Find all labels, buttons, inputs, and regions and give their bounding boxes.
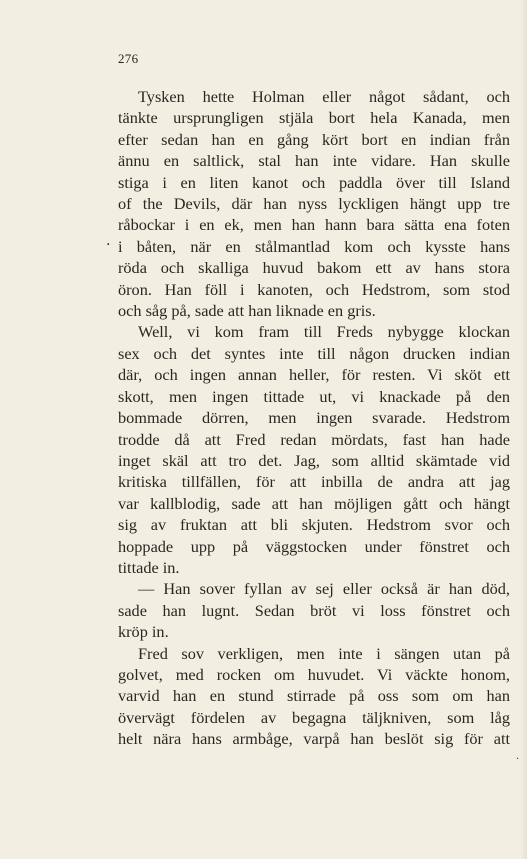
text-line: var kallblodig, sade att han möjligen gått och hängt xyxy=(118,493,510,513)
text-line: i båten, när en stålmantlad kom och kysste hans xyxy=(118,236,510,256)
text-line: där, och ingen annan heller, för resten. Vi sköt ett xyxy=(118,365,510,385)
text-line: röda och skalliga huvud bakom ett av hans stora xyxy=(118,258,510,278)
text-line: och såg på, sade att han liknade en gris. xyxy=(118,301,376,321)
text-line: Tysken hette Holman eller något sådant, och xyxy=(138,87,510,106)
text-line: stiga i en liten kanot och paddla över till Island xyxy=(118,172,510,192)
text-line: skott, men ingen tittade ut, vi knackade på den xyxy=(118,386,510,406)
text-line: inget skäl att tro det. Jag, som alltid skämtade vid xyxy=(118,450,510,470)
trailing-mark: . xyxy=(516,751,520,762)
page-edge xyxy=(521,0,527,859)
text-line: Fred sov verkligen, men inte i sängen utan på xyxy=(138,643,510,663)
text-line: öron. Han föll i kanoten, och Hedstrom, som stod xyxy=(118,279,510,299)
text-line: bommade dörren, men ingen svarade. Hedstrom xyxy=(118,408,510,428)
text-line: tänkte ursprungligen stjäla bort hela Kanada, men xyxy=(118,108,510,128)
text-line: sade han lugnt. Sedan bröt vi loss fönstret och xyxy=(118,600,510,620)
text-line: kröp in. xyxy=(118,622,169,642)
text-line: of the Devils, där han nyss lyckligen hängt upp tre xyxy=(118,194,510,214)
paragraph xyxy=(118,578,510,642)
paragraph xyxy=(118,643,510,750)
page-number: 276 xyxy=(118,51,139,66)
text-line: golvet, med rocken om huvudet. Vi väckte honom, xyxy=(118,664,510,684)
text-line: råbockar i en ek, men han hann bara sätta ena foten xyxy=(118,215,510,235)
text-line: ännu en saltlick, stal han inte vidare. Han skulle xyxy=(118,151,510,171)
text-line: övervägt fördelen av begagna täljkniven, som låg xyxy=(118,707,510,727)
paragraph xyxy=(118,321,510,578)
text-line: Well, vi kom fram till Freds nybygge klockan xyxy=(138,322,510,342)
text-line: helt nära hans armbåge, varpå han beslöt sig för att xyxy=(118,729,510,749)
text-line: sex och det syntes inte till någon drucken indian xyxy=(118,343,510,363)
text-line: kritiska tillfällen, för att inbilla de andra att jag xyxy=(118,472,510,492)
text-line: varvid han en stund stirrade på oss som om han xyxy=(118,686,510,706)
text-line: trodde då att Fred redan mördats, fast han hade xyxy=(118,429,510,449)
body-text xyxy=(118,86,510,750)
text-line: sig av fruktan att bli skjuten. Hedstrom svor och xyxy=(118,515,510,535)
text-line: tittade in. xyxy=(118,557,180,577)
text-line: hoppade upp på väggstocken under fönstret och xyxy=(118,536,510,556)
text-line: — Han sover fyllan av sej eller också är han död, xyxy=(138,579,510,599)
margin-mark: · xyxy=(106,237,111,253)
paragraph xyxy=(118,86,510,321)
text-line: efter sedan han en gång kört bort en indian från xyxy=(118,129,510,149)
